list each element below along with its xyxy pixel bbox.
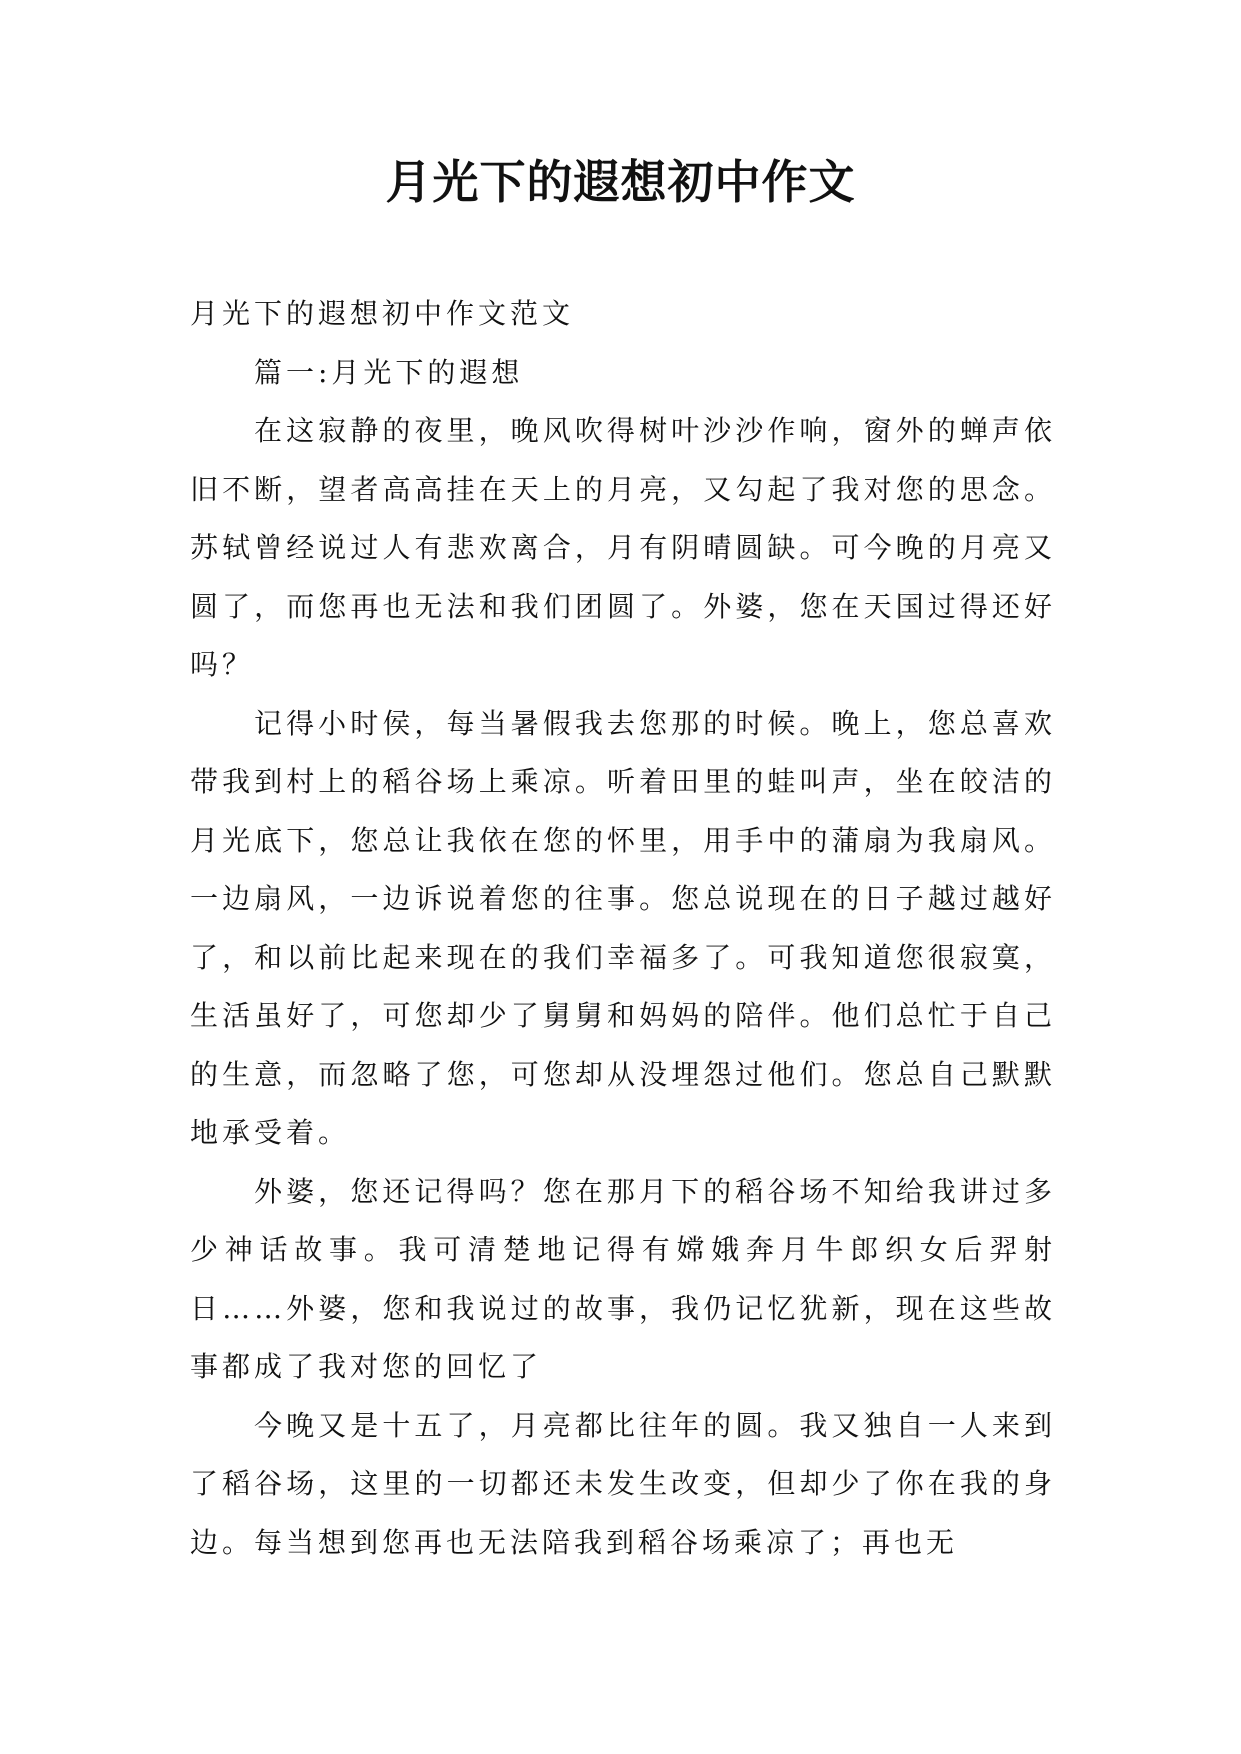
paragraph-2: 记得小时侯，每当暑假我去您那的时候。晚上，您总喜欢带我到村上的稻谷场上乘凉。听着田里的蛙叫声，坐在皎洁的月光底下，您总让我依在您的怀里，用手中的蒲扇为我扇风。一边扇风，一边诉说着您的往事。您总说现在的日子越过越好了，和以前比起来现在的我们幸福多了。可我知道您很寂寞，生活虽好了，可您却少了舅舅和妈妈的陪伴。他们总忙于自己的生意，而忽略了您，可您却从没埋怨过他们。您总自己默默地承受着。 <box>190 706 1056 1149</box>
document-body <box>190 285 1056 1572</box>
document-subtitle: 月光下的遐想初中作文范文 <box>190 297 575 330</box>
paragraph-3: 外婆，您还记得吗？您在那月下的稻谷场不知给我讲过多少神话故事。我可清楚地记得有嫦娥奔月牛郎织女后羿射日……外婆，您和我说过的故事，我仍记忆犹新，现在这些故事都成了我对您的回忆了 <box>190 1174 1056 1383</box>
section-heading: 篇一:月光下的遐想 <box>254 355 524 389</box>
paragraph-1: 在这寂静的夜里，晚风吹得树叶沙沙作响，窗外的蝉声依旧不断，望者高高挂在天上的月亮，又勾起了我对您的思念。苏轼曾经说过人有悲欢离合，月有阴晴圆缺。可今晚的月亮又圆了，而您再也无法和我们团圆了。外婆，您在天国过得还好吗？ <box>190 414 1056 681</box>
document-title: 月光下的遐想初中作文 <box>385 155 856 209</box>
paragraph-4: 今晚又是十五了，月亮都比往年的圆。我又独自一人来到了稻谷场，这里的一切都还未发生改变，但却少了你在我的身边。每当想到您再也无法陪我到稻谷场乘凉了；再也无 <box>190 1408 1056 1559</box>
